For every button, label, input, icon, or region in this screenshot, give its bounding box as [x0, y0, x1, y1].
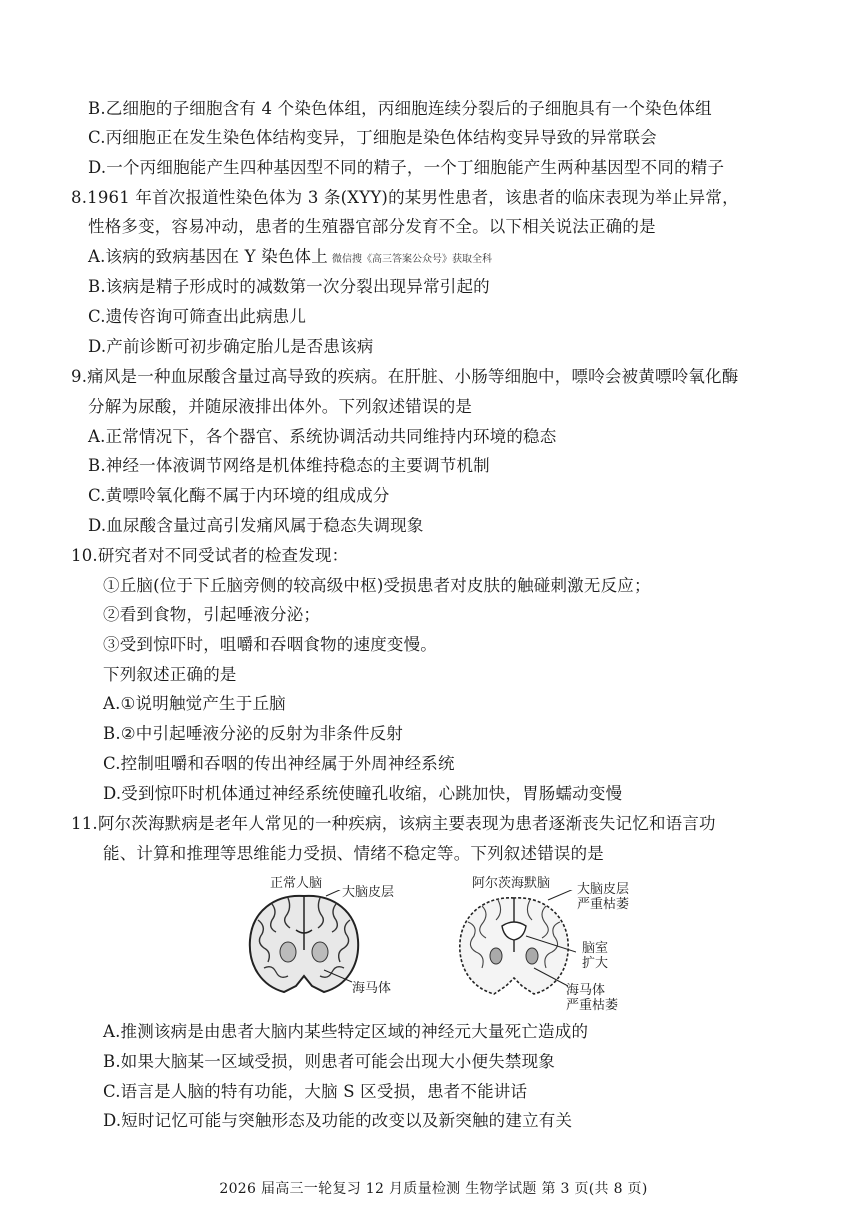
q10-item-2: ②看到食物，引起唾液分泌；	[103, 605, 321, 624]
normal-brain-image	[244, 890, 364, 1000]
ad-hippocampus-label-1: 海马体	[566, 983, 606, 998]
ad-ventricle-label-1: 脑室	[582, 941, 609, 956]
q11-option-a: A.推测该病是由患者大脑内某些特定区域的神经元大量死亡造成的	[103, 1022, 589, 1041]
normal-hippocampus-label: 海马体	[352, 981, 392, 996]
q8-option-b: B.该病是精子形成时的减数第一次分裂出现异常引起的	[88, 277, 490, 296]
q10-item-1: ①丘脑(位于下丘脑旁侧的较高级中枢)受损患者对皮肤的触碰刺激无反应；	[103, 576, 651, 595]
ad-hippocampus-label-2: 严重枯萎	[566, 998, 619, 1013]
ad-ventricle-label-2: 扩大	[582, 956, 609, 971]
q10-ask: 下列叙述正确的是	[103, 665, 237, 684]
q11-stem-line1: 11.阿尔茨海默病是老年人常见的一种疾病，该病主要表现为患者逐渐丧失记忆和语言功	[71, 814, 716, 833]
q8-stem-line2: 性格多变，容易冲动，患者的生殖器官部分发育不全。以下相关说法正确的是	[88, 217, 656, 236]
ad-cortex-label-2: 严重枯萎	[577, 897, 630, 912]
q11-option-d: D.短时记忆可能与突触形态及功能的改变以及新突触的建立有关	[103, 1111, 573, 1130]
q9-stem-line1: 9.痛风是一种血尿酸含量过高导致的疾病。在肝脏、小肠等细胞中，嘌呤会被黄嘌呤氧化酶	[71, 367, 739, 386]
q11-stem-line2: 能、计算和推理等思维能力受损、情绪不稳定等。下列叙述错误的是	[103, 844, 604, 863]
ad-brain-title: 阿尔茨海默脑	[472, 876, 551, 891]
q9-option-c: C.黄嘌呤氧化酶不属于内环境的组成成分	[88, 486, 390, 505]
q8-stem-line1: 8.1961 年首次报道性染色体为 3 条(XYY)的某男性患者，该患者的临床表现为举止异常，	[71, 188, 739, 207]
q8-option-c: C.遗传咨询可筛查出此病患儿	[88, 307, 307, 326]
ad-cortex-label-1: 大脑皮层	[577, 882, 630, 897]
q8-option-d: D.产前诊断可初步确定胎儿是否患该病	[88, 337, 374, 356]
q7-option-c: C.丙细胞正在发生染色体结构变异，丁细胞是染色体结构变异导致的异常联会	[88, 128, 657, 147]
q7-option-b: B.乙细胞的子细胞含有 4 个染色体组，丙细胞连续分裂后的子细胞具有一个染色体组	[88, 99, 712, 118]
q10-item-3: ③受到惊吓时，咀嚼和吞咽食物的速度变慢。	[103, 635, 437, 654]
q10-option-b: B.②中引起唾液分泌的反射为非条件反射	[103, 724, 403, 743]
q11-option-c: C.语言是人脑的特有功能，大脑 S 区受损，患者不能讲话	[103, 1082, 528, 1101]
q10-option-c: C.控制咀嚼和吞咽的传出神经属于外周神经系统	[103, 754, 455, 773]
q10-option-a: A.①说明触觉产生于丘脑	[103, 694, 286, 713]
q9-option-d: D.血尿酸含量过高引发痛风属于稳态失调现象	[88, 516, 424, 535]
q8-option-a	[88, 246, 492, 271]
normal-brain-title: 正常人脑	[270, 876, 323, 891]
q7-option-d: D.一个丙细胞能产生四种基因型不同的精子，一个丁细胞能产生两种基因型不同的精子	[88, 158, 725, 177]
q10-option-d: D.受到惊吓时机体通过神经系统使瞳孔收缩，心跳加快，胃肠蠕动变慢	[103, 784, 623, 803]
watermark-note: 微信搜《高三答案公众号》获取全科	[331, 254, 492, 265]
q10-stem: 10.研究者对不同受试者的检查发现：	[71, 546, 349, 565]
q9-option-a: A.正常情况下，各个器官、系统协调活动共同维持内环境的稳态	[88, 427, 557, 446]
q9-stem-line2: 分解为尿酸，并随尿液排出体外。下列叙述错误的是	[88, 397, 473, 416]
normal-cortex-label: 大脑皮层	[342, 885, 395, 900]
page-footer: 2026 届高三一轮复习 12 月质量检测 生物学试题 第 3 页(共 8 页)	[219, 1181, 648, 1197]
q8-option-a-text: A.该病的致病基因在 Y 染色体上	[88, 247, 328, 266]
q11-option-b: B.如果大脑某一区域受损，则患者可能会出现大小便失禁现象	[103, 1052, 555, 1071]
alzheimer-brain-image	[452, 890, 576, 1002]
q9-option-b: B.神经一体液调节网络是机体维持稳态的主要调节机制	[88, 456, 490, 475]
